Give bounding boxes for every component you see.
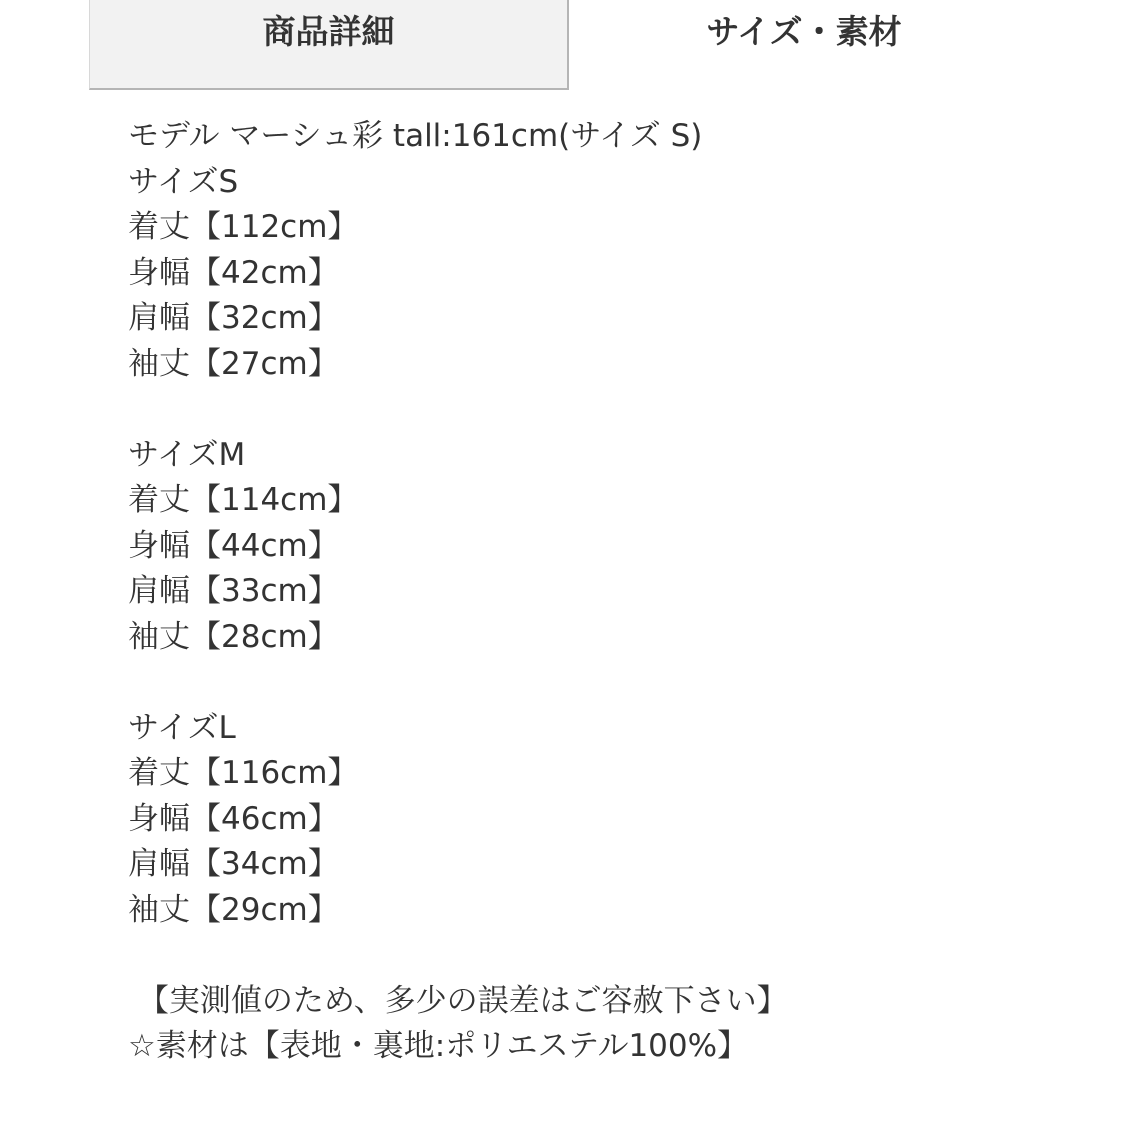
size-title: サイズS	[128, 163, 239, 200]
spacer	[128, 660, 1088, 706]
size-material-panel	[128, 114, 1088, 1070]
measurement-shoulder: 肩幅【32cm】	[128, 300, 339, 336]
model-info: モデル マーシュ彩 tall:161cm(サイズ S)	[128, 118, 703, 154]
tab-size-material[interactable]	[569, 0, 1039, 88]
measurement-sleeve: 袖丈【29cm】	[128, 891, 339, 928]
measurement-sleeve: 袖丈【27cm】	[128, 345, 339, 382]
tab-product-details-label: 商品詳細	[262, 11, 395, 51]
measurement-width: 身幅【44cm】	[128, 527, 339, 564]
size-block-s	[128, 160, 1088, 388]
tab-bar	[0, 0, 1125, 92]
size-title: サイズM	[128, 436, 246, 473]
size-title: サイズL	[128, 709, 236, 746]
measurement-shoulder: 肩幅【34cm】	[128, 846, 339, 882]
measurement-width: 身幅【42cm】	[128, 254, 339, 291]
tab-size-material-label: サイズ・素材	[706, 11, 902, 51]
measurement-note: 【実測値のため、多少の誤差はご容赦下さい】	[128, 982, 788, 1019]
notes-block	[128, 979, 1088, 1070]
measurement-length: 着丈【112cm】	[128, 209, 359, 245]
measurement-shoulder: 肩幅【33cm】	[128, 573, 339, 609]
measurement-width: 身幅【46cm】	[128, 800, 339, 837]
spacer	[128, 387, 1088, 433]
material-note: ☆素材は【表地・裏地:ポリエステル100%】	[128, 1028, 749, 1064]
measurement-length: 着丈【114cm】	[128, 482, 359, 518]
measurement-sleeve: 袖丈【28cm】	[128, 618, 339, 655]
measurement-length: 着丈【116cm】	[128, 755, 359, 791]
tab-product-details[interactable]	[89, 0, 569, 90]
size-block-m	[128, 433, 1088, 661]
size-block-l	[128, 706, 1088, 934]
spacer	[128, 933, 1088, 979]
